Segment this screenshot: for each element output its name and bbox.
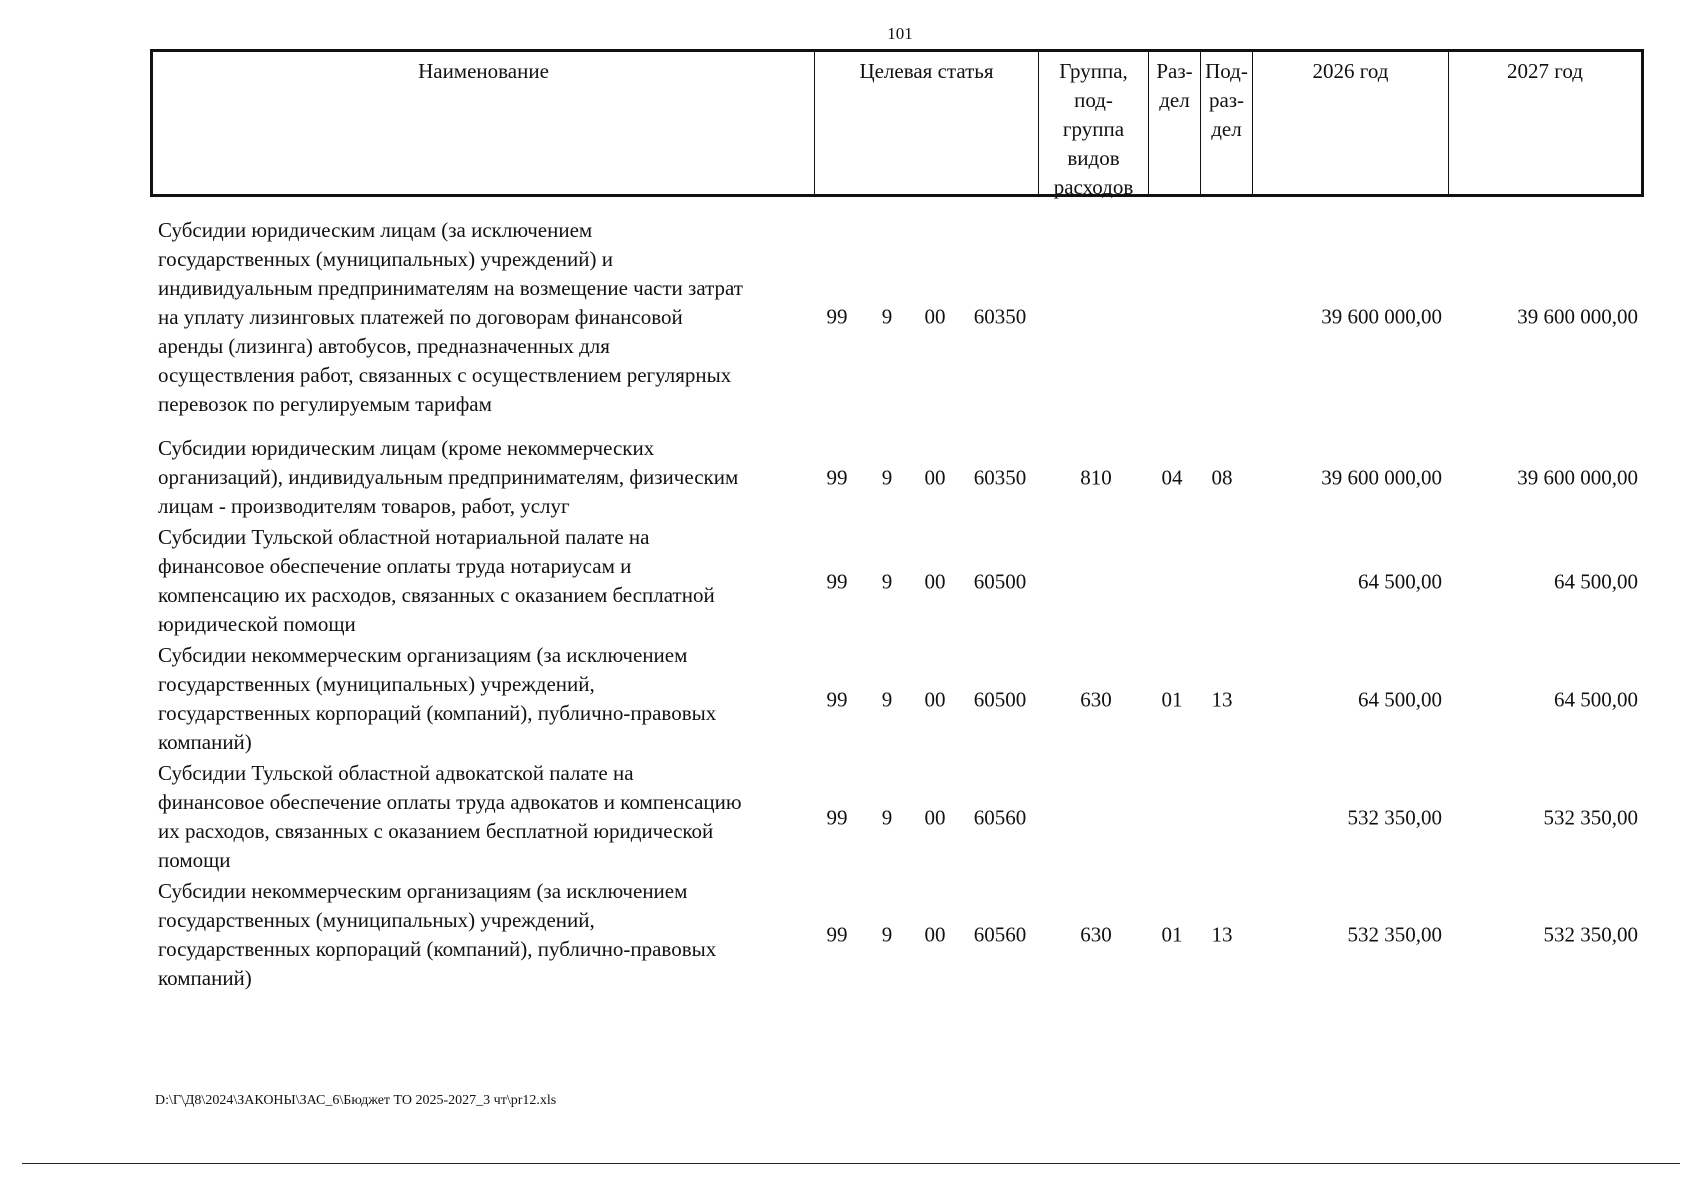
row-name-line: индивидуальным предпринимателям на возмещение части затрат	[158, 276, 743, 300]
amount-2027: 532 350,00	[1543, 805, 1638, 830]
code-subprogram: 00	[924, 805, 946, 830]
code-type: 9	[881, 569, 893, 594]
amount-2027: 532 350,00	[1543, 922, 1638, 947]
amount-2027: 39 600 000,00	[1517, 304, 1638, 329]
row-name-line: компенсацию их расходов, связанных с оказанием бесплатной	[158, 583, 715, 607]
header-target-text: Целевая статья	[859, 59, 994, 83]
footer-divider	[22, 1163, 1680, 1164]
header-year-2027-text: 2027 год	[1507, 59, 1583, 83]
amount-2027: 39 600 000,00	[1517, 465, 1638, 490]
row-name-line: компаний)	[158, 730, 252, 754]
subsection: 08	[1211, 465, 1233, 490]
code-subprogram: 00	[924, 687, 946, 712]
row-name-line: государственных корпораций (компаний), публично-правовых	[158, 937, 717, 961]
row-name	[158, 877, 813, 993]
header-subsection-line: раз-	[1208, 88, 1245, 112]
amount-2026: 39 600 000,00	[1321, 304, 1442, 329]
header-year-2026-text: 2026 год	[1312, 59, 1389, 83]
expense-group: 630	[1080, 922, 1112, 947]
code-direction: 60350	[973, 304, 1027, 329]
row-name-line: их расходов, связанных с оказанием бесплатной юридической	[158, 819, 714, 843]
code-subprogram: 00	[924, 569, 946, 594]
header-group-line: Группа,	[1059, 59, 1128, 83]
row-name-line: государственных (муниципальных) учреждений,	[158, 908, 595, 932]
code-type: 9	[881, 922, 893, 947]
row-name-line: государственных (муниципальных) учреждений) и	[158, 247, 614, 271]
row-name	[158, 523, 813, 639]
row-name-line: юридической помощи	[158, 612, 356, 636]
code-type: 9	[881, 687, 893, 712]
row-name-line: лицам - производителям товаров, работ, услуг	[158, 494, 570, 518]
section: 04	[1161, 465, 1183, 490]
row-name-line: Субсидии юридическим лицам (кроме некоммерческих	[158, 436, 655, 460]
row-name-line: Субсидии Тульской областной адвокатской палате на	[158, 761, 634, 785]
row-name-line: Субсидии некоммерческим организациям (за исключением	[158, 643, 688, 667]
row-name-line: перевозок по регулируемым тарифам	[158, 392, 492, 416]
header-subsection-line: Под-	[1205, 59, 1248, 83]
code-subprogram: 00	[924, 922, 946, 947]
row-name-line: компаний)	[158, 966, 252, 990]
section: 01	[1161, 687, 1183, 712]
header-group-line: группа	[1062, 117, 1125, 141]
code-direction: 60500	[973, 569, 1027, 594]
amount-2026: 532 350,00	[1347, 805, 1442, 830]
row-name-line: на уплату лизинговых платежей по договорам финансовой	[158, 305, 683, 329]
row-name	[158, 216, 813, 419]
code-program: 99	[826, 687, 848, 712]
code-program: 99	[826, 805, 848, 830]
expense-group: 810	[1080, 465, 1112, 490]
row-name	[158, 434, 813, 521]
header-section-line: дел	[1159, 88, 1190, 112]
code-program: 99	[826, 922, 848, 947]
header-group-line: видов	[1067, 146, 1120, 170]
code-type: 9	[881, 805, 893, 830]
code-type: 9	[881, 465, 893, 490]
amount-2026: 64 500,00	[1358, 687, 1442, 712]
row-name-line: Субсидии юридическим лицам (за исключением	[158, 218, 593, 242]
code-direction: 60560	[973, 922, 1027, 947]
row-name-line: аренды (лизинга) автобусов, предназначенных для	[158, 334, 610, 358]
code-subprogram: 00	[924, 465, 946, 490]
subsection: 13	[1211, 922, 1233, 947]
row-name-line: Субсидии некоммерческим организациям (за исключением	[158, 879, 688, 903]
row-name-line: осуществления работ, связанных с осуществлением регулярных	[158, 363, 732, 387]
amount-2026: 39 600 000,00	[1321, 465, 1442, 490]
row-name-line: помощи	[158, 848, 231, 872]
header-group-line: под-	[1074, 88, 1113, 112]
row-name	[158, 759, 813, 875]
amount-2027: 64 500,00	[1554, 687, 1638, 712]
header-group-line: расходов	[1053, 175, 1134, 199]
expense-group: 630	[1080, 687, 1112, 712]
code-subprogram: 00	[924, 304, 946, 329]
header-subsection-line: дел	[1211, 117, 1242, 141]
code-direction: 60500	[973, 687, 1027, 712]
subsection: 13	[1211, 687, 1233, 712]
row-name-line: государственных корпораций (компаний), публично-правовых	[158, 701, 717, 725]
row-name	[158, 641, 813, 757]
row-name-line: финансовое обеспечение оплаты труда адвокатов и компенсацию	[158, 790, 742, 814]
code-program: 99	[826, 304, 848, 329]
amount-2026: 64 500,00	[1358, 569, 1442, 594]
row-name-line: государственных (муниципальных) учреждений,	[158, 672, 595, 696]
row-name-line: финансовое обеспечение оплаты труда нотариусам и	[158, 554, 632, 578]
header-section-line: Раз-	[1156, 59, 1193, 83]
amount-2026: 532 350,00	[1347, 922, 1442, 947]
code-direction: 60560	[973, 805, 1027, 830]
row-name-line: Субсидии Тульской областной нотариальной палате на	[158, 525, 650, 549]
header-name-text: Наименование	[418, 59, 549, 83]
code-direction: 60350	[973, 465, 1027, 490]
code-program: 99	[826, 569, 848, 594]
page-number: 101	[887, 24, 913, 43]
file-path: D:\Г\Д8\2024\ЗАКОНЫ\ЗАС_6\Бюджет ТО 2025-2027_3 чт\pr12.xls	[155, 1093, 557, 1108]
code-type: 9	[881, 304, 893, 329]
code-program: 99	[826, 465, 848, 490]
row-name-line: организаций), индивидуальным предпринимателям, физическим	[158, 465, 739, 489]
amount-2027: 64 500,00	[1554, 569, 1638, 594]
section: 01	[1161, 922, 1183, 947]
